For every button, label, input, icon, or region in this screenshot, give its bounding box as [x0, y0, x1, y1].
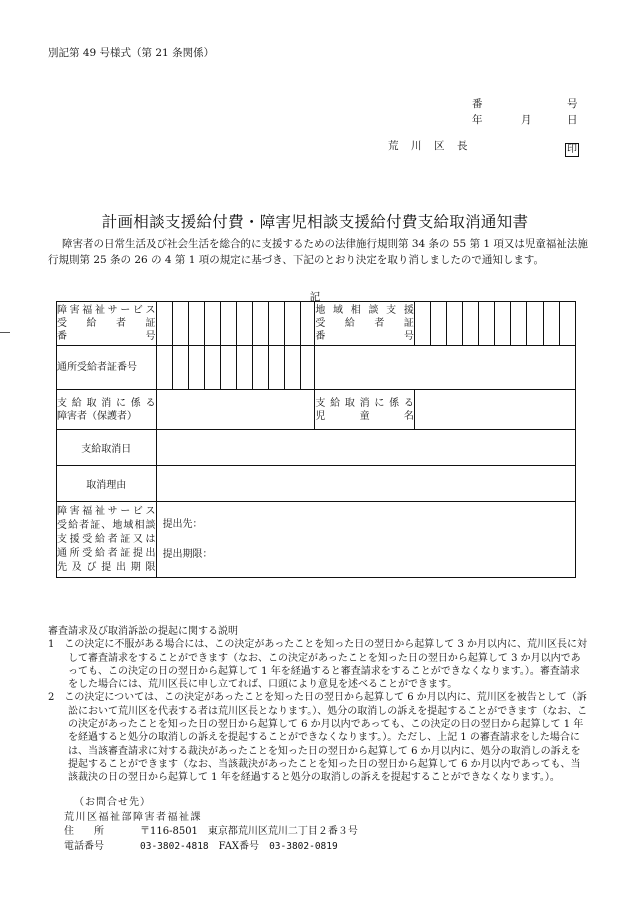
- digit-box[interactable]: [253, 346, 269, 390]
- note-item-1: 1 この決定に不服がある場合には、この決定があったことを知った日の翌日から起算して 3 か月以内に、荒川区長に対して審査請求をすることができます（なお、この決定があったことを知った日の翌日から起算して 3 か月以内であっても、この決定の日の翌日から起算して 1 年を経過すると審査請求をすることができなくなります。）。審査請求をした場合には、荒川区長に申し立てれば、口頭により意見を述べることができます。: [48, 639, 587, 691]
- digit-box[interactable]: [285, 302, 301, 346]
- digit-box[interactable]: [527, 302, 543, 346]
- digit-box[interactable]: [511, 302, 527, 346]
- seal-text: 印: [567, 144, 577, 155]
- contact-department: 荒川区福祉部障害者福祉課: [64, 811, 202, 823]
- cancel-date-label: 支給取消日: [57, 430, 157, 466]
- day-label: 日: [567, 114, 578, 126]
- regional-cert-line: 地 域 相 談 支 援: [315, 305, 414, 316]
- number-suffix: 号: [567, 98, 578, 110]
- notes-heading: 審査請求及び取消訴訟の提起に関する説明: [48, 626, 238, 637]
- regional-cert-line: 番 号: [315, 331, 414, 342]
- submit-label-line: 障害福祉サービス: [57, 505, 156, 517]
- digit-box[interactable]: [301, 346, 315, 390]
- cancel-reason-label: 取消理由: [57, 466, 157, 502]
- contact-address-row: [64, 825, 358, 840]
- cancel-reason-field[interactable]: [156, 466, 575, 502]
- submit-label-line: 通所受給者証提出: [57, 547, 156, 559]
- number-label: 番: [472, 98, 483, 110]
- welfare-cert-label: [57, 302, 157, 346]
- table-row-cancel-date: [57, 430, 576, 466]
- address-label: 住 所: [64, 826, 104, 837]
- table-row-person: [57, 390, 576, 430]
- digit-box[interactable]: [172, 346, 188, 390]
- margin-mark: [0, 332, 10, 333]
- digit-box[interactable]: [156, 302, 172, 346]
- submit-to-label: 提出先：: [162, 518, 203, 530]
- month-label: 月: [521, 114, 532, 126]
- digit-box[interactable]: [236, 302, 252, 346]
- digit-box[interactable]: [301, 302, 315, 346]
- digit-box[interactable]: [204, 346, 220, 390]
- seal-mark: [565, 137, 579, 157]
- issuer-name: 荒 川 区 長: [388, 140, 469, 152]
- child-label-line: 児 童 名: [315, 410, 414, 422]
- contact-heading: （お問合せ先）: [74, 797, 151, 808]
- ki-mark: 記: [309, 291, 321, 303]
- fax-value: 03-3802-0819: [269, 840, 338, 852]
- fax-label: FAX番号: [218, 840, 260, 852]
- submit-label: [57, 502, 157, 578]
- digit-box[interactable]: [447, 302, 463, 346]
- digit-box[interactable]: [269, 302, 285, 346]
- digit-box[interactable]: [479, 302, 495, 346]
- digit-box[interactable]: [559, 302, 575, 346]
- submission-field[interactable]: [156, 502, 575, 578]
- digit-box[interactable]: [220, 346, 236, 390]
- digit-box[interactable]: [269, 346, 285, 390]
- person-field[interactable]: [156, 390, 315, 430]
- digit-box[interactable]: [156, 346, 172, 390]
- submit-label-line: 受給者証、地域相談: [57, 519, 156, 531]
- digit-box[interactable]: [430, 302, 446, 346]
- appeal-notes: [48, 625, 588, 785]
- notice-table: [56, 301, 576, 578]
- submit-label-line: 支援受給者証又は: [57, 533, 156, 545]
- commuter-cert-label: 通所受給者証番号: [57, 346, 157, 390]
- digit-box[interactable]: [236, 346, 252, 390]
- digit-box[interactable]: [253, 302, 269, 346]
- table-row-commuter-cert: [57, 346, 576, 390]
- submit-label-line: 先及び提出期限: [57, 561, 156, 573]
- contact-phone-row: [64, 840, 358, 855]
- cancel-date-field[interactable]: [156, 430, 575, 466]
- child-label: [315, 390, 415, 430]
- table-row-cancel-reason: [57, 466, 576, 502]
- digit-box[interactable]: [285, 346, 301, 390]
- digit-box[interactable]: [543, 302, 559, 346]
- digit-box[interactable]: [414, 302, 430, 346]
- digit-box[interactable]: [463, 302, 479, 346]
- table-row-submission: [57, 502, 576, 578]
- submit-deadline-label: 提出期限：: [162, 548, 213, 560]
- form-number: 別記第 49 号様式（第 21 条関係）: [48, 47, 215, 59]
- phone-label: 電話番号: [64, 840, 104, 852]
- digit-box[interactable]: [172, 302, 188, 346]
- note-item-2: 2 この決定については、この決定があったことを知った日の翌日から起算して 6 か月以内に、荒川区を被告として（訴訟において荒川区を代表する者は荒川区長となります。）、処分の取消しの訴えを提起することができます（なお、この決定があったことを知った日の翌日から起算して 6 か月以内であっても、この決定の日の翌日から起算して 1 年を経過すると処分の取消しの訴えを提起することができなくなります。）。ただし、上記 1 の審査請求をした場合には、当該審査請求に対する裁決があったことを知った日の翌日から起算して 6 か月以内に、処分の取消しの訴えを提起することができます（なお、当該裁決があったことを知った日の翌日から起算して 6 か月以内であっても、当該裁決の日の翌日から起算して 1 年を経過すると処分の取消しの訴えを提起することができなくなります。）。: [48, 692, 588, 784]
- phone-value: 03-3802-4818: [140, 840, 209, 852]
- address-value: 〒116-8501 東京都荒川区荒川二丁目２番３号: [140, 826, 358, 837]
- digit-box[interactable]: [220, 302, 236, 346]
- document-title: 計画相談支援給付費・障害児相談支援給付費支給取消通知書: [101, 213, 529, 231]
- year-label: 年: [472, 114, 483, 126]
- welfare-cert-line: 番 号: [57, 331, 156, 342]
- digit-box[interactable]: [188, 302, 204, 346]
- contact-block: [64, 796, 358, 854]
- person-label-line: 支 給 取 消 に 係 る: [57, 397, 156, 409]
- digit-box[interactable]: [495, 302, 511, 346]
- digit-box[interactable]: [188, 346, 204, 390]
- person-label-line: 障害者（保護者）: [57, 410, 137, 422]
- welfare-cert-line: 受 給 者 証: [57, 318, 156, 329]
- blank-cell: [315, 346, 576, 390]
- child-label-line: 支 給 取 消 に 係 る: [315, 397, 414, 409]
- regional-cert-line: 受 給 者 証: [315, 318, 414, 329]
- intro-text: 障害者の日常生活及び社会生活を総合的に支援するための法律施行規則第 34 条の 55 第 1 項又は児童福祉法施行規則第 25 条の 26 の 4 第 1 項の規定に基づき、下記のとおり決定を取り消しましたので通知します。: [48, 238, 588, 266]
- digit-box[interactable]: [204, 302, 220, 346]
- table-row-cert-numbers: [57, 302, 576, 346]
- regional-cert-label: [315, 302, 415, 346]
- child-name-field[interactable]: [414, 390, 575, 430]
- welfare-cert-line: 障害福祉サービス: [57, 305, 156, 316]
- person-label: [57, 390, 157, 430]
